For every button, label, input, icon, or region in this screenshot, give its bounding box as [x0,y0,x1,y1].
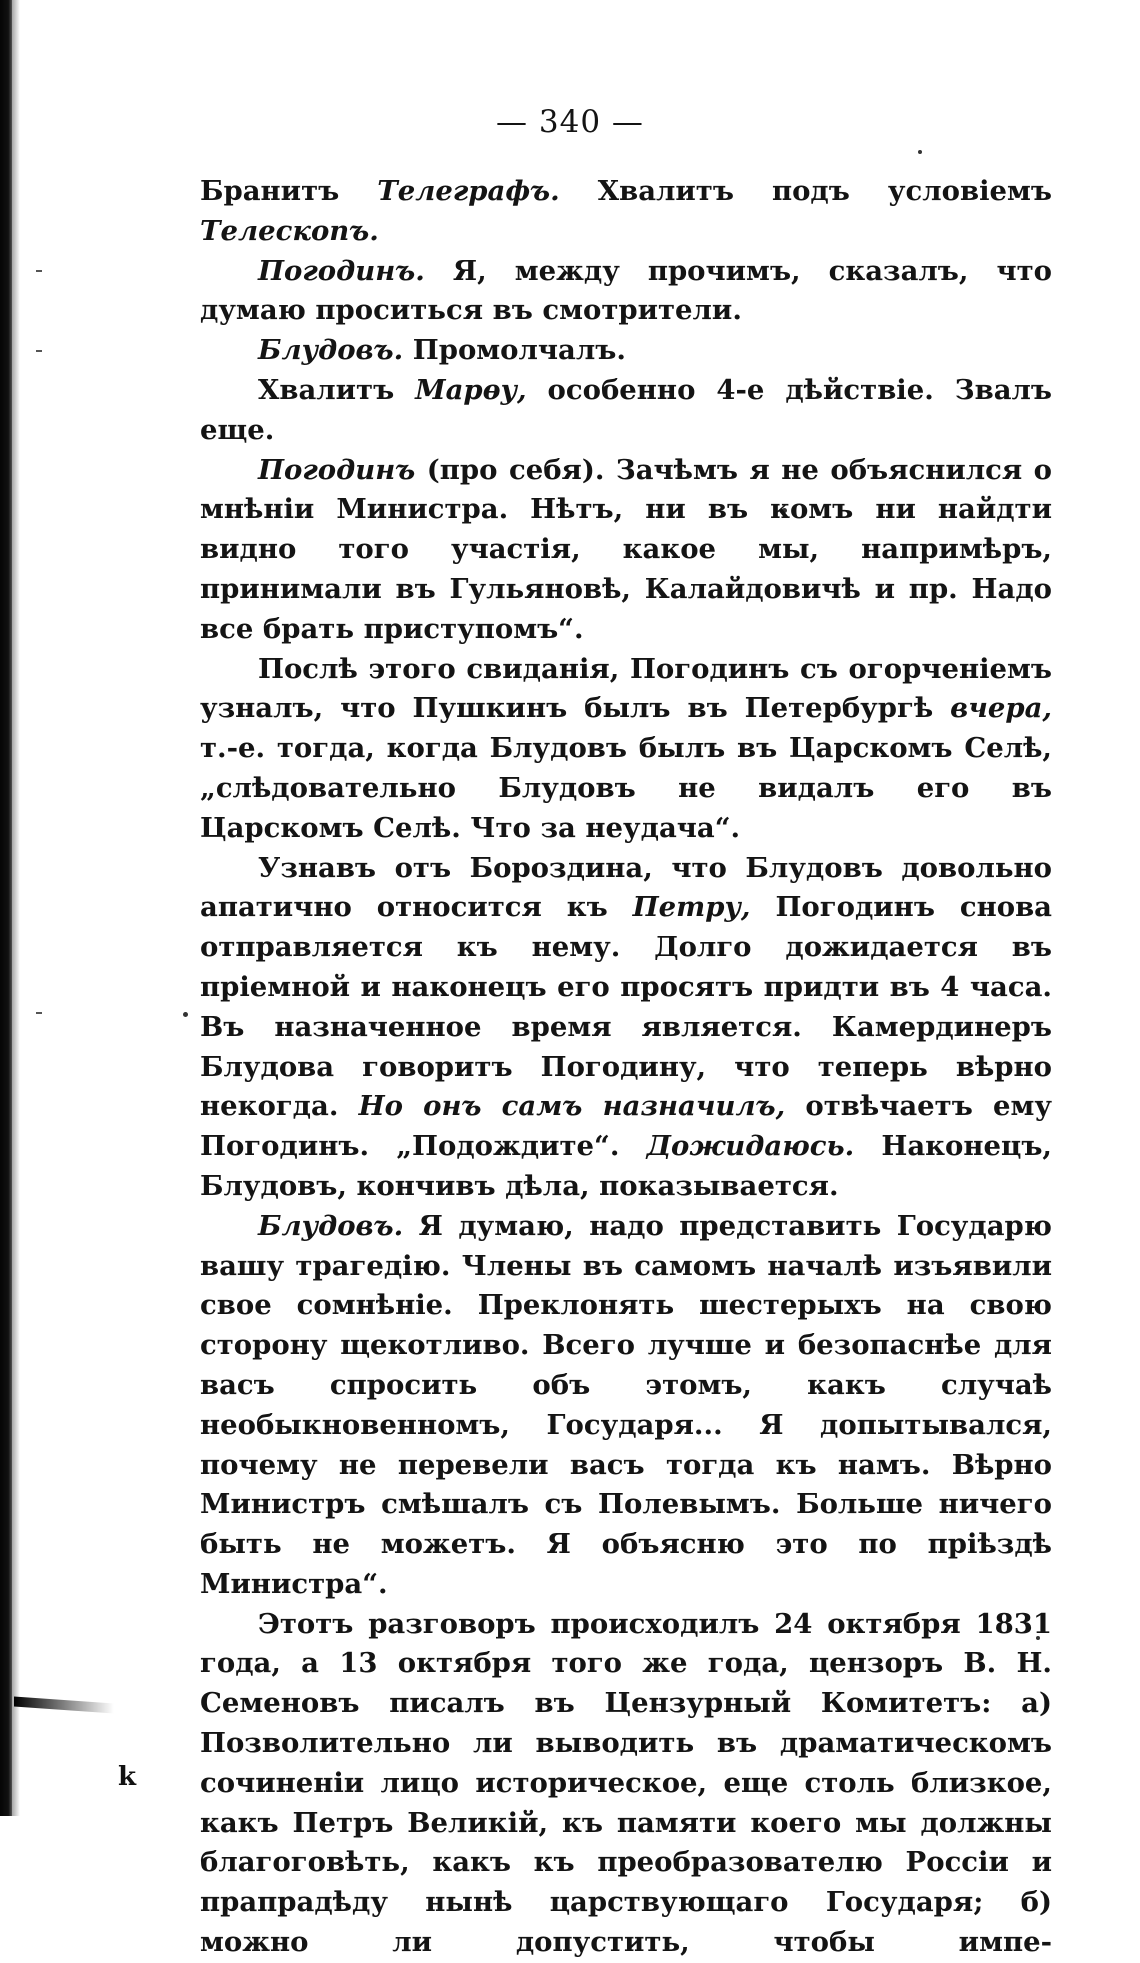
text-span: Наконецъ, Блудовъ, кончивъ дѣла, показывается. [200,1130,1052,1202]
paragraph [200,849,1052,1207]
italic-text: Марѳу, [415,373,527,406]
scan-speck [918,150,922,154]
text-span: т.-е. тогда, когда Блудовъ былъ въ Царскомъ Селѣ, „слѣдовательно Блудовъ не видалъ его въ Царскомъ Селѣ. Что за неудача“. [200,732,1052,844]
text-span: Хвалитъ [258,373,416,406]
paragraph [200,1207,1052,1605]
paragraph [200,172,1052,252]
edge-mark [36,1012,42,1014]
paragraph [200,331,1052,371]
italic-text: вчера, [950,692,1052,725]
italic-text: Телескопъ. [200,214,379,247]
scan-smudge [14,1697,114,1714]
text-span: Хвалитъ подъ условіемъ [559,175,1052,207]
italic-text: Но онъ самъ назначилъ, [358,1090,786,1123]
corner-mark: k [118,1762,137,1792]
text-span: Промолчалъ. [403,334,626,367]
book-spine-shadow [0,0,12,1816]
speaker-name: Погодинъ. [258,254,425,287]
speaker-name: Блудовъ. [258,1209,404,1242]
scan-speck [183,1012,188,1017]
paragraph [200,451,1052,650]
italic-text: Телеграфъ. [377,175,560,207]
text-span: Этотъ разговоръ происходилъ 24 октября 1831 года, а 13 октября того же года, цензоръ В. Н. Семеновъ писалъ въ Цензурный Комитетъ: а) Позволительно ли выводить въ драматическомъ сочиненіи лицо историческое, еще столь близкое, какъ Петръ Великій, къ памяти коего мы должны благоговѣть, какъ къ преобразователю Россіи и прапрадѣду нынѣ царствующаго Государя; б) можно ли допустить, чтобы импе- [200,1607,1052,1959]
text-span: Я, между прочимъ, сказалъ, что думаю проситься въ смотрители. [200,254,1052,327]
text-span: Бранитъ [200,175,378,207]
italic-text: Дожидаюсь. [646,1130,855,1163]
text-span: особенно 4-е дѣйствіе. Звалъ еще. [200,373,1053,446]
text-span: Погодинъ снова отправляется къ нему. Долго дожидается въ пріемной и наконецъ его просятъ придти въ 4 часа. Въ назначенное время является. Камердинеръ Блудова говоритъ Погодину, что теперь вѣрно некогда. [200,891,1052,1123]
paragraph [200,1605,1052,1963]
paragraph [200,371,1052,451]
text-span: отвѣчаетъ ему Погодинъ. „Подождите“. [200,1090,1052,1163]
speaker-name: Блудовъ. [258,334,404,367]
page-number: — 340 — [496,104,644,140]
text-span: Я думаю, надо представить Государю вашу трагедію. Члены въ самомъ началѣ изъявили свое сомнѣніе. Преклонять шестерыхъ на свою сторону щекотливо. Всего лучше и безопаснѣе для васъ спросить объ этомъ, какъ случаѣ необыкновенномъ, Государя... Я допытывался, почему не перевели васъ тогда къ намъ. Вѣрно Министръ смѣшалъ съ Полевымъ. Больше ничего быть не можетъ. Я объясню это по пріѣздѣ Министра“. [200,1209,1052,1600]
paragraph [200,650,1052,849]
text-span: Послѣ этого свиданія, Погодинъ съ огорченіемъ узналъ, что Пушкинъ былъ въ Петербургѣ [200,652,1052,725]
body-text [200,172,1052,1963]
paragraph [200,252,1052,332]
gutter-shadow [12,0,20,1816]
text-span: Узнавъ отъ Бороздина, что Блудовъ довольно апатично относится къ [200,851,1052,924]
text-span: (про себя). Зачѣмъ я не объяснился о мнѣніи Министра. Нѣтъ, ни въ комъ ни найдти видно того участія, какое мы, напримѣръ, принимали въ Гульяновѣ, Калайдовичѣ и пр. Надо все брать приступомъ“. [200,453,1052,645]
edge-mark [36,270,42,272]
edge-mark [36,350,42,352]
italic-text: Петру, [632,891,751,924]
speaker-name: Погодинъ [258,453,416,486]
